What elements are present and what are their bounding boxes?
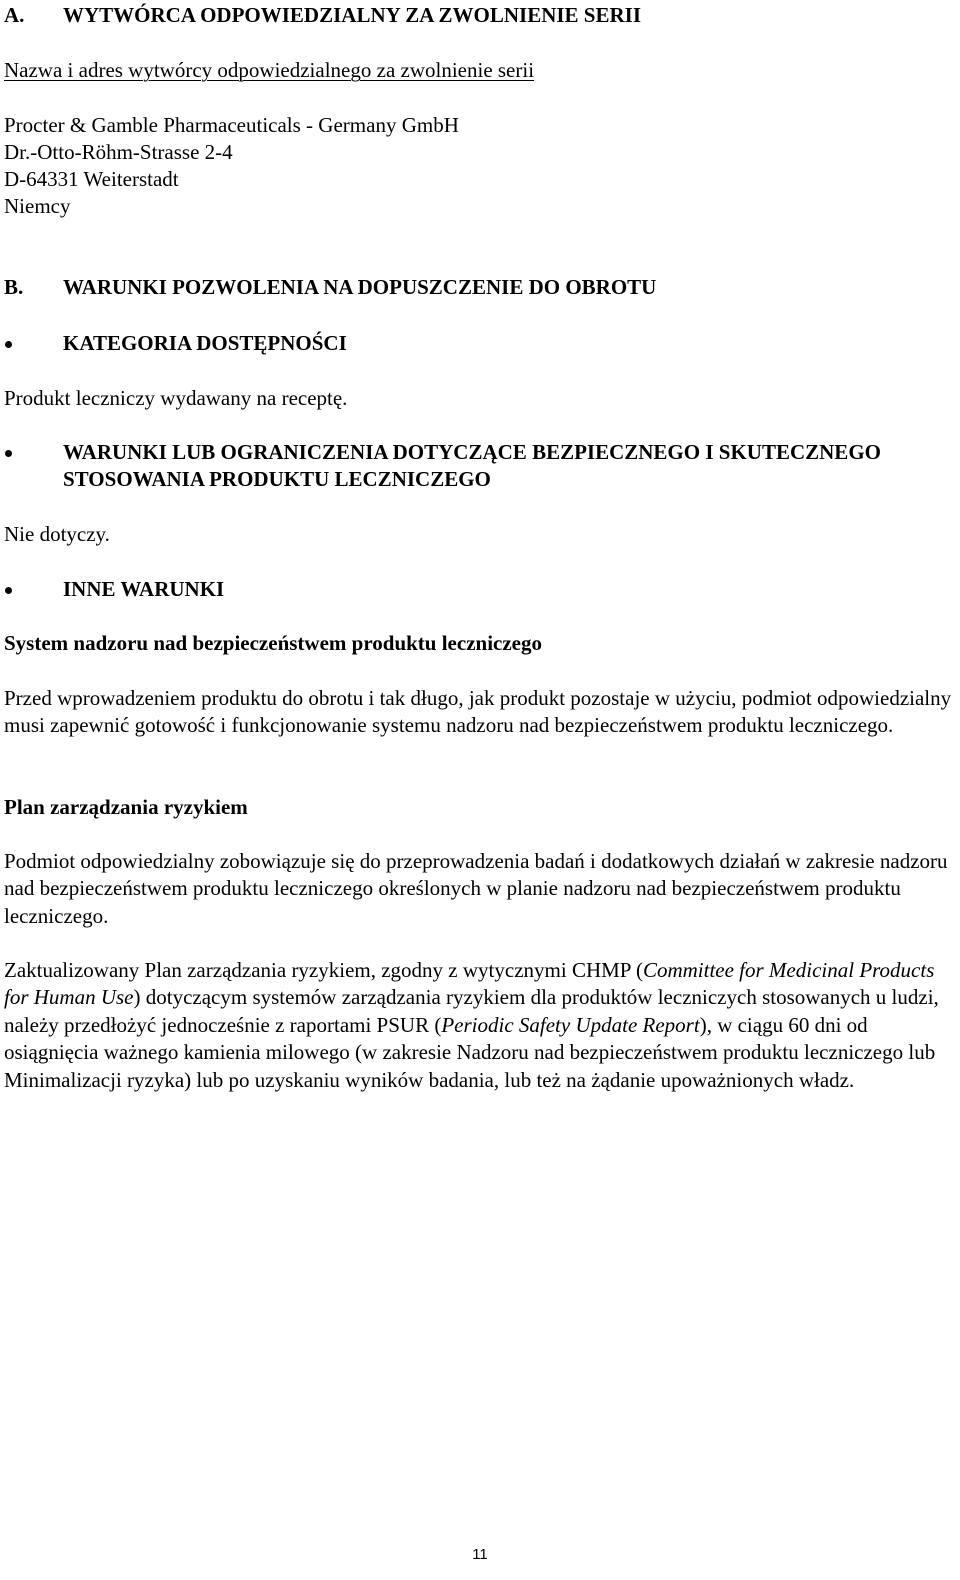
rmp-update-italic2: Periodic Safety Update Report bbox=[441, 1012, 700, 1037]
section-b-heading bbox=[4, 274, 954, 301]
pharmacovigilance-heading: System nadzoru nad bezpieczeństwem produktu leczniczego bbox=[4, 631, 542, 655]
other-heading: INNE WARUNKI bbox=[63, 577, 225, 601]
address-line-4: Niemcy bbox=[4, 194, 71, 218]
section-b-label: B. bbox=[4, 275, 24, 299]
rmp-text: Podmiot odpowiedzialny zobowiązuje się do przeprowadzenia badań i dodatkowych działań w zakresie nadzoru nad bezpieczeństwem produktu leczniczego określonych w planie nadzoru nad bezpieczeństwem produktu leczniczego. bbox=[4, 849, 948, 928]
rmp-update-text bbox=[4, 957, 954, 1094]
manufacturer-subtitle bbox=[4, 57, 954, 84]
page-number: 11 bbox=[472, 1546, 488, 1563]
category-text: Produkt leczniczy wydawany na receptę. bbox=[4, 386, 348, 410]
rmp-update-part2: ) dotyczącym systemów zarządzania ryzykiem dla produktów leczniczych stosowanych u ludzi, należy przedłożyć jednocześnie z raportami PSUR ( bbox=[4, 985, 939, 1037]
rmp-update-part3: ), w ciągu 60 dni od osiągnięcia ważnego kamienia milowego (w zakresie Nadzoru nad bezpieczeństwem produktu leczniczego lub Minimalizacji ryzyka) lub po uzyskaniu wyników badania, lub też na żądanie upoważnionych władz. bbox=[4, 1012, 936, 1092]
section-a-heading bbox=[4, 2, 954, 29]
restrictions-text: Nie dotyczy. bbox=[4, 522, 110, 546]
bullet-icon bbox=[5, 341, 12, 348]
bullet-icon bbox=[5, 450, 12, 457]
section-a-title: WYTWÓRCA ODPOWIEDZIALNY ZA ZWOLNIENIE SERII bbox=[63, 3, 642, 27]
address-line-1: Procter & Gamble Pharmaceuticals - Germany GmbH bbox=[4, 113, 459, 137]
address-line-3: D-64331 Weiterstadt bbox=[4, 167, 179, 191]
rmp-update-part1: Zaktualizowany Plan zarządzania ryzykiem, zgodny z wytycznymi CHMP ( bbox=[4, 958, 643, 982]
bullet-icon bbox=[5, 587, 12, 594]
section-b-title: WARUNKI POZWOLENIA NA DOPUSZCZENIE DO OBROTU bbox=[63, 275, 657, 299]
manufacturer-subtitle-text: Nazwa i adres wytwórcy odpowiedzialnego za zwolnienie serii bbox=[4, 58, 535, 82]
category-heading: KATEGORIA DOSTĘPNOŚCI bbox=[63, 331, 347, 355]
pharmacovigilance-text: Przed wprowadzeniem produktu do obrotu i tak długo, jak produkt pozostaje w użyciu, podmiot odpowiedzialny musi zapewnić gotowość i funkcjonowanie systemu nadzoru nad bezpieczeństwem produktu leczniczego. bbox=[4, 686, 952, 738]
section-a-label: A. bbox=[4, 3, 25, 27]
rmp-heading: Plan zarządzania ryzykiem bbox=[4, 795, 248, 819]
restrictions-heading: WARUNKI LUB OGRANICZENIA DOTYCZĄCE BEZPIECZNEGO I SKUTECZNEGO STOSOWANIA PRODUKTU LECZNICZEGO bbox=[63, 440, 881, 492]
rmp-update-italic1: Committee for Medicinal Products for Human Use bbox=[4, 958, 935, 1010]
address-line-2: Dr.-Otto-Röhm-Strasse 2-4 bbox=[4, 140, 233, 164]
